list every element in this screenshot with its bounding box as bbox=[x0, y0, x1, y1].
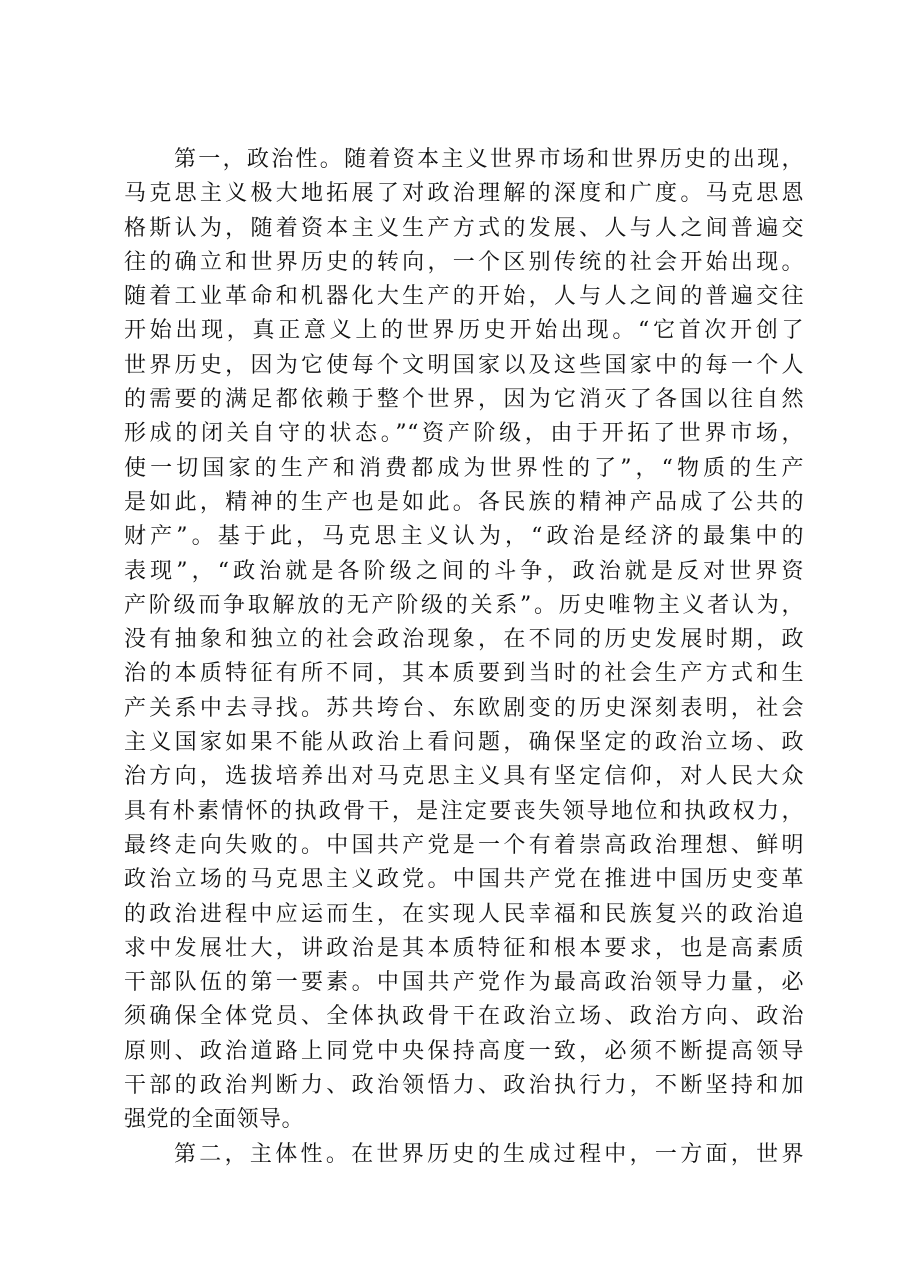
text-line: 治方向，选拔培养出对马克思主义具有坚定信仰，对人民大众 bbox=[124, 764, 804, 790]
text-line: 使一切国家的生产和消费都成为世界性的了”，“物质的生产 bbox=[124, 455, 804, 481]
text-line: 强党的全面领导。 bbox=[124, 1107, 305, 1133]
text-line: 干部队伍的第一要素。中国共产党作为最高政治领导力量，必 bbox=[124, 970, 804, 996]
text-line: 最终走向失败的。中国共产党是一个有着崇高政治理想、鲜明 bbox=[124, 832, 804, 858]
text-line: 随着工业革命和机器化大生产的开始，人与人之间的普遍交往 bbox=[124, 284, 804, 310]
text-line: 政治立场的马克思主义政党。中国共产党在推进中国历史变革 bbox=[124, 867, 804, 893]
paragraph-2 bbox=[124, 1138, 804, 1172]
text-line: 第一，政治性。随着资本主义世界市场和世界历史的出现， bbox=[174, 147, 804, 172]
text-line: 原则、政治道路上同党中央保持高度一致，必须不断提高领导 bbox=[124, 1038, 804, 1064]
text-line: 第二，主体性。在世界历史的生成过程中，一方面，世界 bbox=[174, 1141, 804, 1167]
text-line: 干部的政治判断力、政治领悟力、政治执行力，不断坚持和加 bbox=[124, 1073, 804, 1099]
text-line: 财产”。基于此，马克思主义认为，“政治是经济的最集中的 bbox=[124, 524, 804, 550]
text-line: 形成的闭关自守的状态。”“资产阶级，由于开拓了世界市场， bbox=[124, 421, 804, 447]
text-line: 须确保全体党员、全体执政骨干在政治立场、政治方向、政治 bbox=[124, 1004, 804, 1030]
text-line: 开始出现，真正意义上的世界历史开始出现。“它首次开创了 bbox=[124, 318, 804, 344]
text-line: 产阶级而争取解放的无产阶级的关系”。历史唯物主义者认为， bbox=[124, 592, 804, 618]
text-line: 具有朴素情怀的执政骨干，是注定要丧失领导地位和执政权力， bbox=[124, 798, 804, 824]
text-line: 是如此，精神的生产也是如此。各民族的精神产品成了公共的 bbox=[124, 489, 804, 515]
text-line: 求中发展壮大，讲政治是其本质特征和根本要求，也是高素质 bbox=[124, 935, 804, 961]
text-line: 的需要的满足都依赖于整个世界，因为它消灭了各国以往自然 bbox=[124, 387, 804, 413]
text-line: 格斯认为，随着资本主义生产方式的发展、人与人之间普遍交 bbox=[124, 215, 804, 241]
text-line: 的政治进程中应运而生，在实现人民幸福和民族复兴的政治追 bbox=[124, 901, 804, 927]
text-line: 马克思主义极大地拓展了对政治理解的深度和广度。马克思恩 bbox=[124, 181, 804, 207]
text-line: 表现”，“政治就是各阶级之间的斗争，政治就是反对世界资 bbox=[124, 558, 804, 584]
text-line: 往的确立和世界历史的转向，一个区别传统的社会开始出现。 bbox=[124, 249, 804, 275]
text-line: 主义国家如果不能从政治上看问题，确保坚定的政治立场、政 bbox=[124, 730, 804, 756]
text-line: 产关系中去寻找。苏共垮台、东欧剧变的历史深刻表明，社会 bbox=[124, 695, 804, 721]
body-text bbox=[124, 143, 804, 1172]
text-line: 没有抽象和独立的社会政治现象，在不同的历史发展时期，政 bbox=[124, 627, 804, 653]
text-line: 世界历史，因为它使每个文明国家以及这些国家中的每一个人 bbox=[124, 352, 804, 378]
paragraph-1 bbox=[124, 143, 804, 1138]
text-line: 治的本质特征有所不同，其本质要到当时的社会生产方式和生 bbox=[124, 661, 804, 687]
